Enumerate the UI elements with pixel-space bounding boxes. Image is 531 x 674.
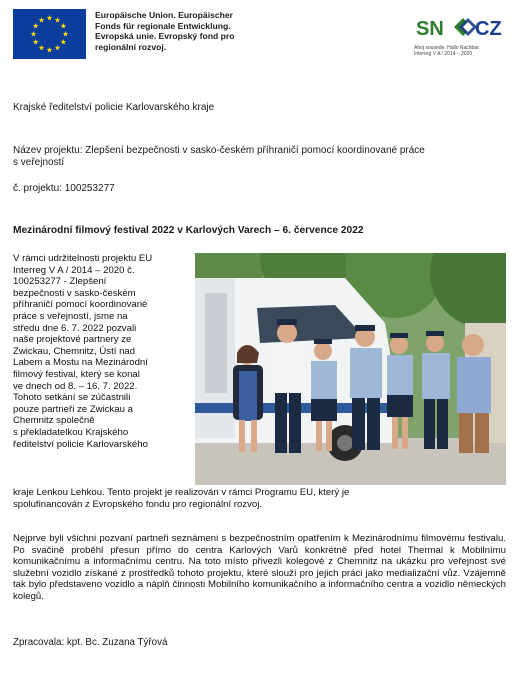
logo-tagline: [414, 45, 524, 57]
group-photo: [195, 253, 506, 485]
paragraph-line: pouze partneři ze Zwickau a: [13, 403, 133, 415]
paragraph-line: kraje Lenkou Lehkou. Tento projekt je realizován v rámci Programu EU, který je: [13, 487, 350, 498]
eu-star-icon: [31, 31, 37, 36]
eu-star-icon: [47, 47, 53, 52]
logo-diamond-icon: [454, 18, 477, 36]
logo-tagline-line: Ahoj sousede. Hallo Nachbar.: [414, 45, 480, 51]
eu-text-line: regionální rozvoj.: [95, 41, 167, 52]
eu-star-icon: [55, 17, 61, 22]
logo-tagline-line: Interreg V A / 2014 – 2020: [414, 51, 473, 58]
eu-star-icon: [61, 23, 67, 28]
paragraph-line: Tohoto setkání se zúčastnili: [13, 392, 131, 404]
eu-text-line: Evropská unie. Evropský fond pro: [95, 31, 235, 42]
eu-flag-logo: [13, 9, 86, 59]
eu-text-line: Europäische Union. Europäischer: [95, 10, 234, 20]
eu-star-icon: [55, 45, 61, 50]
paragraph-line: 100253277 - Zlepšení: [13, 276, 107, 288]
paragraph-line: Chemnitz společně: [13, 415, 95, 427]
eu-star-icon: [63, 31, 69, 36]
eu-star-icon: [33, 23, 39, 28]
eu-star-icon: [39, 45, 45, 50]
paragraph-line: středu dne 6. 7. 2022 pozvali: [13, 322, 137, 334]
eu-stars-icon: [13, 9, 86, 59]
paragraph-line: Zwickau, Chemnitz, Ústí nad: [13, 345, 136, 357]
paragraph-line: naše projektové partnery ze: [13, 334, 132, 346]
logo-cz-text: CZ: [475, 18, 502, 40]
logo-sn-text: SN: [416, 18, 444, 40]
paragraph-line: Interreg V A / 2014 – 2020 č.: [13, 264, 135, 276]
organization-name: Krajské ředitelství policie Karlovarského kraje: [13, 102, 215, 113]
paragraph-line: filmový festival, který se konal: [13, 368, 140, 380]
paragraph-line: spolufinancován z Evropského fondu pro regionální rozvoj.: [13, 498, 263, 510]
project-number: č. projektu: 100253277: [13, 183, 115, 194]
project-name-line: Název projektu: Zlepšení bezpečnosti v sasko-českém příhraničí pomocí koordinované práce: [13, 145, 425, 156]
paragraph-line: Labem a Mostu na Mezinárodní: [13, 357, 148, 369]
paragraph-line: V rámci udržitelnosti projektu EU: [13, 253, 153, 264]
article-title: Mezinárodní filmový festival 2022 v Karlových Varech – 6. července 2022: [13, 225, 364, 236]
project-name: [13, 145, 513, 169]
paragraph-line: příhraničí pomocí koordinované: [13, 299, 148, 311]
paragraph-1-continuation: [13, 487, 506, 510]
paragraph-line: ředitelství policie Karlovarského: [13, 438, 148, 450]
eu-text-line: Fonds für regionale Entwicklung.: [95, 20, 231, 31]
eu-star-icon: [39, 17, 45, 22]
eu-star-icon: [33, 39, 39, 44]
paragraph-1-column: [13, 253, 185, 450]
paragraph-line: s překladatelkou Krajského: [13, 426, 129, 438]
eu-funding-text: [95, 10, 270, 52]
paragraph-line: práce s veřejností, jsme na: [13, 310, 128, 322]
eu-star-icon: [47, 15, 53, 20]
project-name-line: s veřejností: [13, 157, 65, 168]
eu-star-icon: [61, 39, 67, 44]
paragraph-2: Nejprve byli všichni pozvaní partneři seznámeni s bezpečnostním opatřením k Mezinárodnímu filmovému festivalu. Po svačině proběhl přesun přímo do centra Karlových Varů konkrétně před hotel Thermal k Mobilnímu komunikačnímu a informačnímu centru. Na toto místo přivezli kolegové z Chemnitz na ukázku pro veřejnost své služební vozidlo získané z prostředků tohoto projektu, které slouží pro jejich práci jako medializační vůz. Vzájemně tak bylo představeno vozidlo a náplň činnosti Mobilního komunikačního a informačního centra a vozidlo německých kolegů.: [13, 533, 506, 602]
paragraph-line: bezpečnosti v sasko-českém: [13, 287, 136, 299]
prepared-by: Zpracovala: kpt. Bc. Zuzana Týřová: [13, 637, 168, 648]
paragraph-line: ve dnech od 8. – 16. 7. 2022.: [13, 380, 138, 392]
